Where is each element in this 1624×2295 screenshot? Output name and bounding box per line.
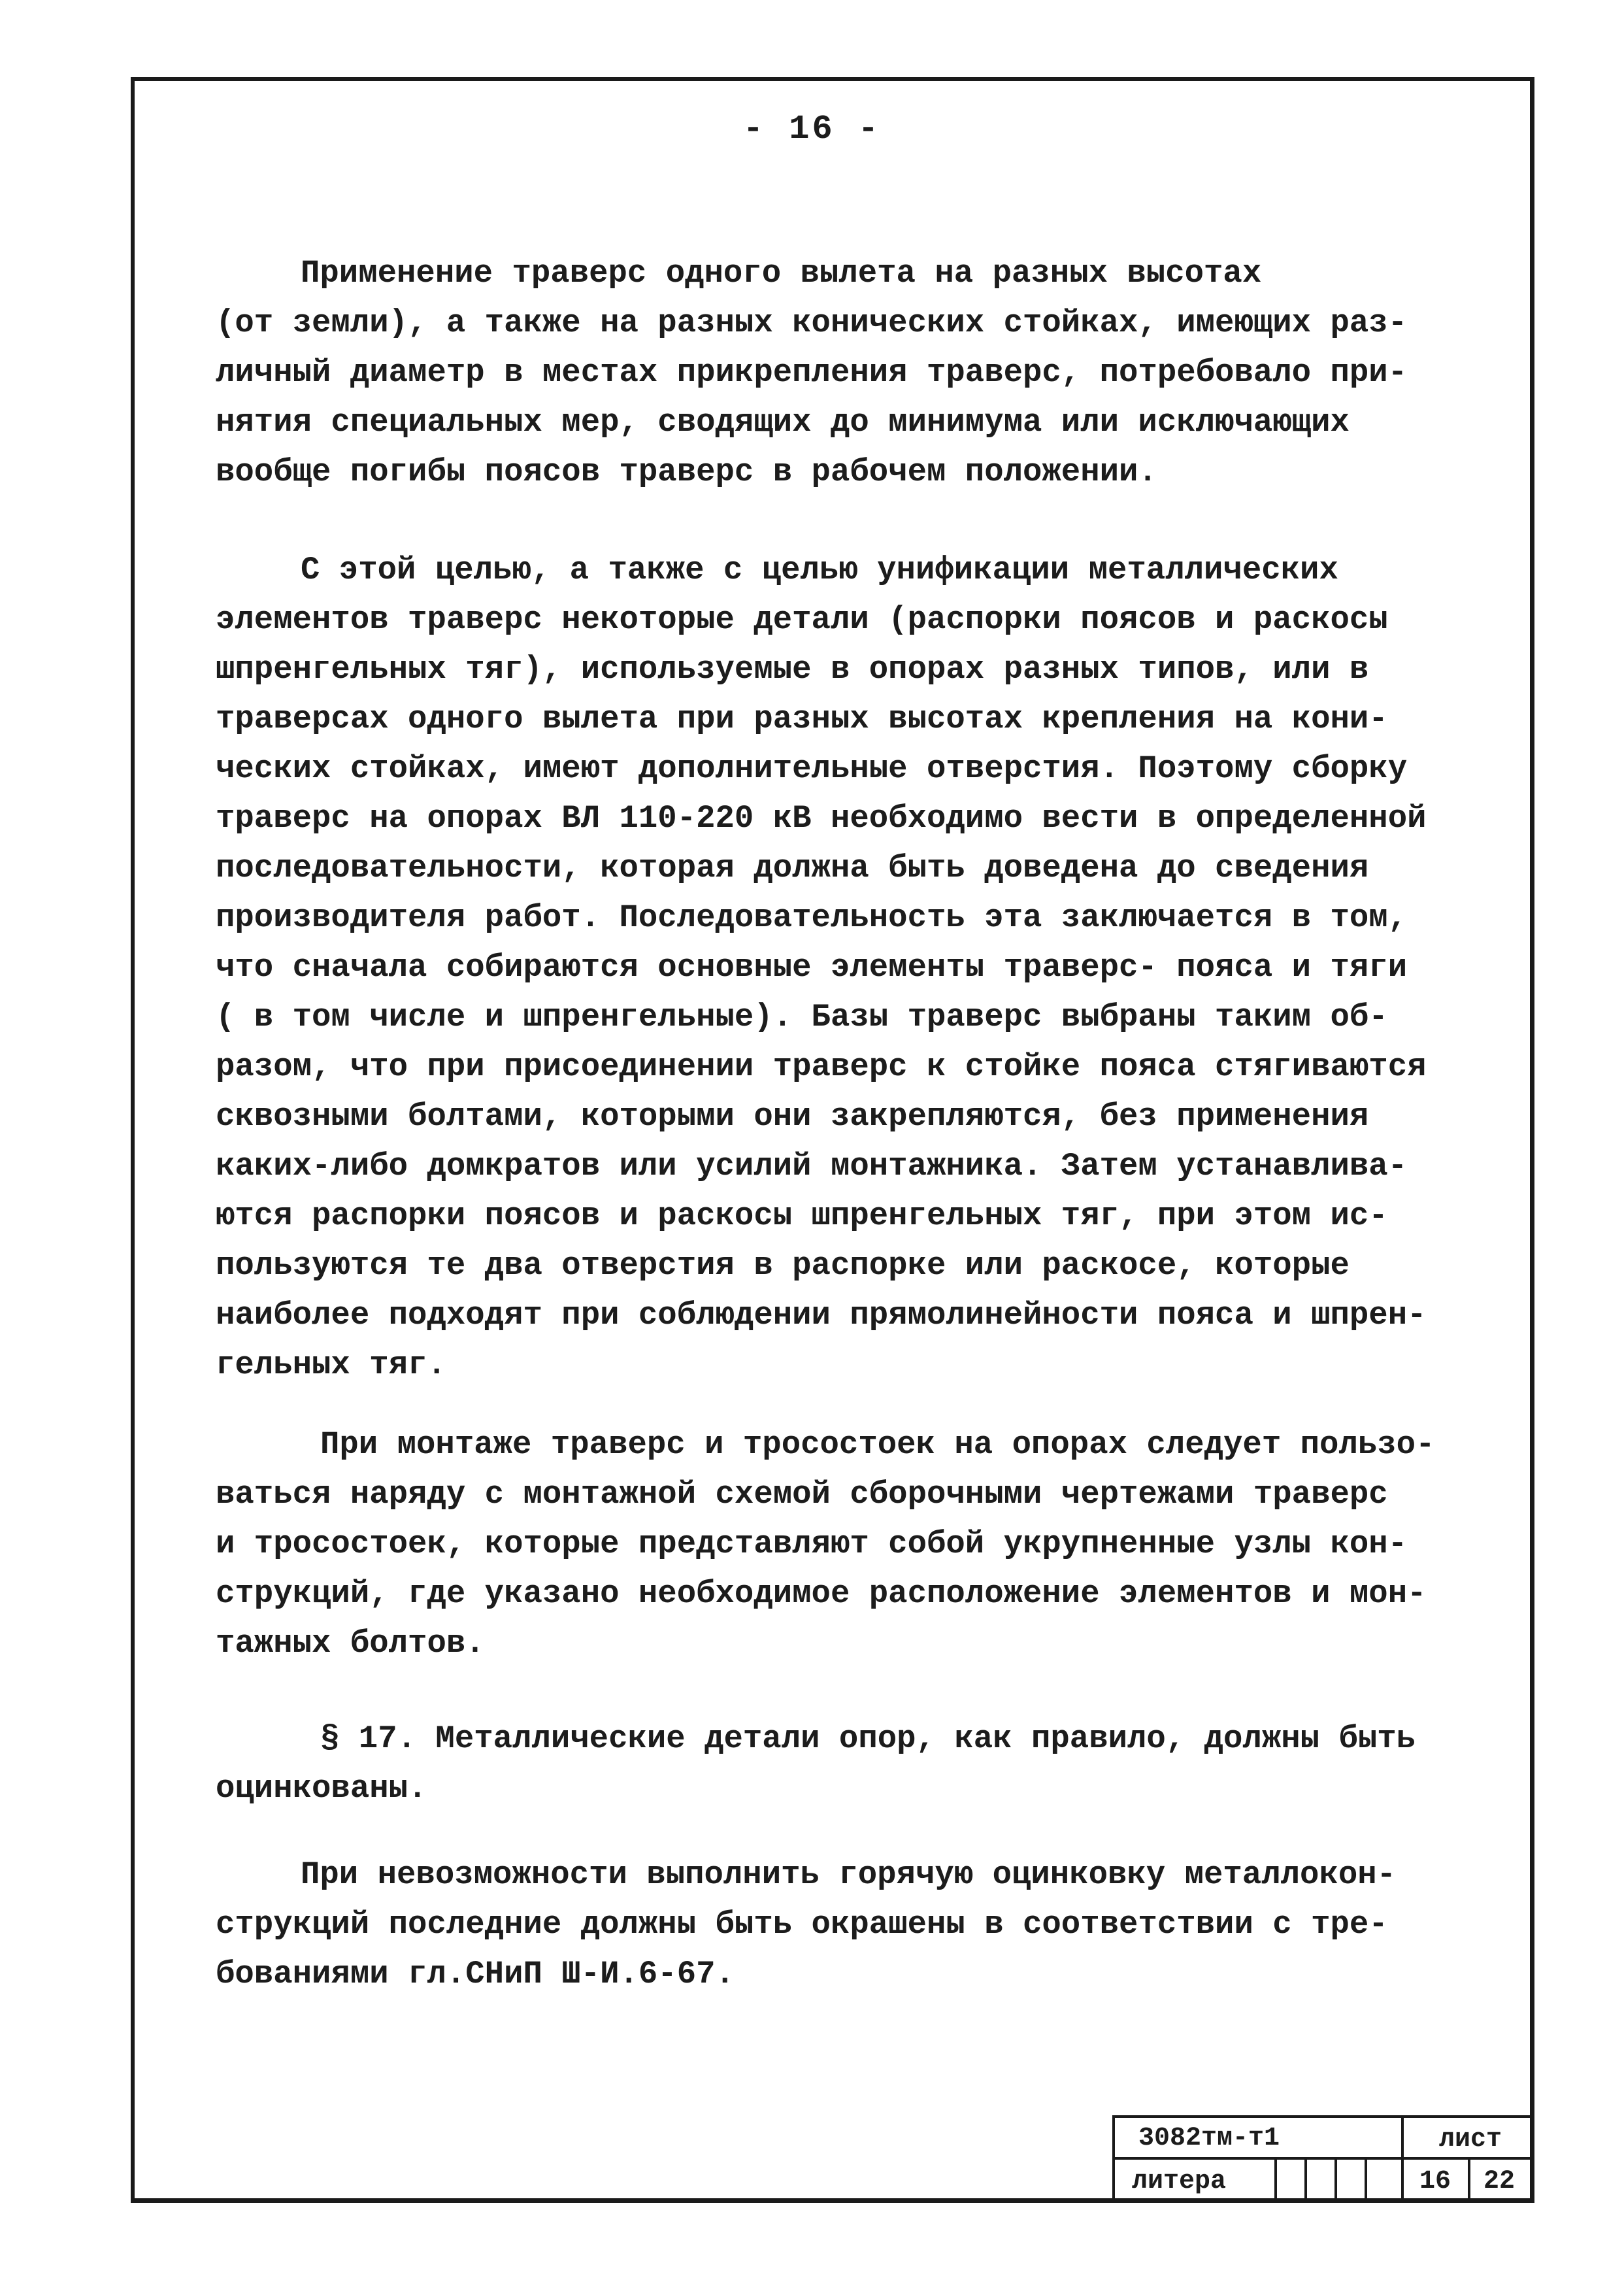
stamp-litera-box [1365, 2157, 1404, 2203]
text-line: струкций последние должны быть окрашены в соответствии с тре- [216, 1906, 1388, 1943]
paragraph-5 [216, 1850, 1510, 1999]
text-line: сквозными болтами, которыми они закрепляются, без применения [216, 1098, 1369, 1135]
paragraph-4 [216, 1714, 1510, 1813]
text-line: струкций, где указано необходимое расположение элементов и мон- [216, 1575, 1427, 1612]
text-line: (от земли), а также на разных конических стойках, имеющих раз- [216, 305, 1408, 341]
text-line: траверс на опорах ВЛ 110-220 кВ необходимо вести в определенной [216, 800, 1427, 837]
text-line: гельных тяг. [216, 1347, 446, 1383]
stamp-litera-box [1334, 2157, 1367, 2203]
text-line: пользуются те два отверстия в распорке или раскосе, которые [216, 1247, 1350, 1284]
text-line: шпренгельных тяг), используемые в опорах разных типов, или в [216, 651, 1369, 688]
document-code: 3082тм-т1 [1138, 2124, 1280, 2153]
paragraph-1 [216, 248, 1510, 497]
text-line: тажных болтов. [216, 1625, 485, 1662]
sheet-label: лист [1439, 2125, 1502, 2154]
stamp-litera-box [1304, 2157, 1337, 2203]
text-line: нятия специальных мер, сводящих до минимума или исключающих [216, 404, 1350, 441]
text-line: Применение траверс одного вылета на разных высотах [301, 255, 1262, 292]
stamp-litera-box [1274, 2157, 1307, 2203]
text-line: разом, что при присоединении траверс к стойке пояса стягиваются [216, 1048, 1427, 1085]
text-line: При невозможности выполнить горячую оцинковку металлокон- [301, 1856, 1397, 1893]
text-line: личный диаметр в местах прикрепления траверс, потребовало при- [216, 354, 1408, 391]
text-line: С этой целью, а также с целью унификации металлических [301, 552, 1338, 588]
litera-label: литера [1132, 2167, 1227, 2196]
text-line: бованиями гл.СНиП Ш-И.6-67. [216, 1956, 735, 1992]
text-line: вообще погибы поясов траверс в рабочем положении. [216, 454, 1157, 490]
text-line: ( в том числе и шпренгельные). Базы траверс выбраны таким об- [216, 999, 1388, 1035]
sheet-number: 16 [1419, 2167, 1451, 2196]
text-line: производителя работ. Последовательность эта заключается в том, [216, 899, 1408, 936]
page-number: - 16 - [742, 110, 882, 148]
paragraph-2 [216, 545, 1510, 1390]
text-line: последовательности, которая должна быть доведена до сведения [216, 850, 1369, 886]
text-line: ческих стойках, имеют дополнительные отверстия. Поэтому сборку [216, 750, 1408, 787]
total-sheets: 22 [1483, 2167, 1516, 2196]
text-line: § 17. Металлические детали опор, как правило, должны быть [320, 1720, 1416, 1757]
text-line: каких-либо домкратов или усилий монтажника. Затем устанавлива- [216, 1148, 1408, 1184]
text-line: что сначала собираются основные элементы траверс- пояса и тяги [216, 949, 1408, 986]
text-line: оцинкованы. [216, 1770, 427, 1807]
text-line: ваться наряду с монтажной схемой сборочными чертежами траверс [216, 1476, 1388, 1513]
text-line: ются распорки поясов и раскосы шпренгельных тяг, при этом ис- [216, 1198, 1388, 1234]
text-line: траверсах одного вылета при разных высотах крепления на кони- [216, 701, 1388, 737]
paragraph-3 [216, 1420, 1510, 1668]
text-line: При монтаже траверс и тросостоек на опорах следует пользо- [320, 1426, 1435, 1463]
title-block-stamp [1112, 2115, 1534, 2203]
text-line: элементов траверс некоторые детали (распорки поясов и раскосы [216, 601, 1388, 638]
text-line: и тросостоек, которые представляют собой укрупненные узлы кон- [216, 1526, 1408, 1562]
text-line: наиболее подходят при соблюдении прямолинейности пояса и шпрен- [216, 1297, 1427, 1333]
